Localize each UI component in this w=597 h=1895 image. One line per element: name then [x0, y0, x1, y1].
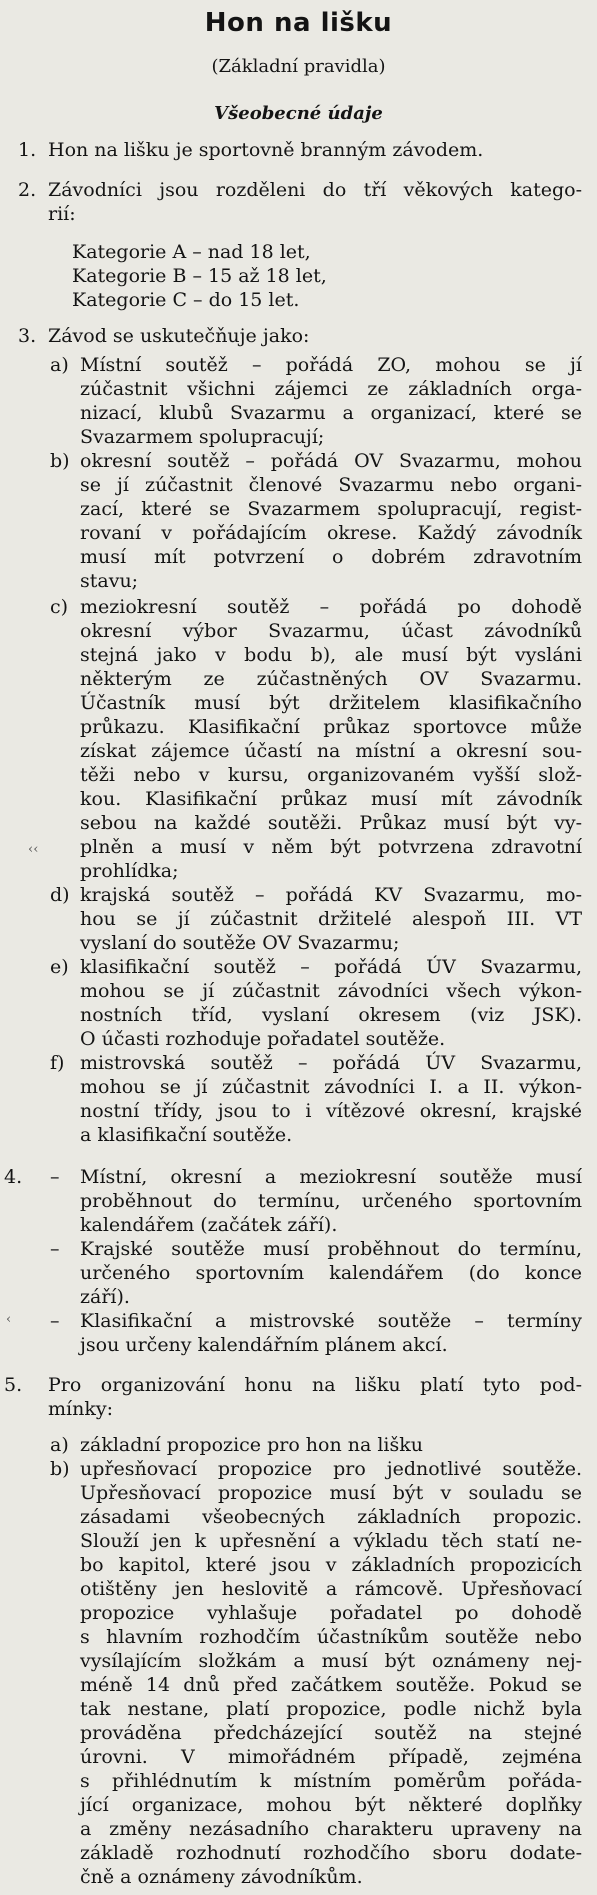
subitem-line: stejná jako v bodu b), ale musí být vysláni	[80, 644, 582, 666]
subitem-label: a)	[50, 354, 69, 376]
item-number: 4.	[4, 1166, 23, 1188]
subitem-line: mohou se jí zúčastnit závodníci I. a II. výkon-	[80, 1076, 582, 1098]
subitem-label: d)	[50, 884, 70, 906]
subitem-line: získat zájemce účastí na místní a okresní sou-	[80, 740, 582, 762]
dash-item-line: určeného sportovním kalendářem (do konce	[80, 1262, 582, 1284]
dash-item-line: září).	[80, 1286, 130, 1308]
item-text-line: rií:	[48, 203, 76, 225]
item-number: 3.	[18, 325, 37, 347]
subitem-line: rovaní v pořádajícím okrese. Každý závodník	[80, 522, 582, 544]
subitem-line: s přihlédnutím k místním poměrům pořáda-	[80, 1770, 582, 1792]
subitem-line: Svazarmem spolupracují;	[80, 426, 325, 448]
page-subtitle: (Základní pravidla)	[211, 56, 386, 77]
subitem-line: zací, které se Svazarmem spolupracují, regist-	[80, 498, 582, 520]
dash-marker: –	[50, 1238, 60, 1260]
subitem-label: f)	[50, 1052, 65, 1074]
subitem-line: jící organizace, mohou být některé doplňky	[80, 1794, 582, 1816]
subitem-line: těži nebo v kursu, organizovaném vyšší slož-	[80, 764, 582, 786]
subitem-line: vyslaní do soutěže OV Svazarmu;	[80, 932, 400, 954]
subitem-line: kou. Klasifikační průkaz musí mít závodník	[80, 788, 582, 810]
subitem-line: mistrovská soutěž – pořádá ÚV Svazarmu,	[80, 1052, 582, 1074]
dash-item-line: Krajské soutěže musí proběhnout do termínu,	[80, 1238, 582, 1260]
item-number: 1.	[18, 139, 37, 161]
subitem-line: upřesňovací propozice pro jednotlivé soutěže.	[80, 1458, 582, 1480]
subitem-line: prováděna předcházející soutěž na stejné	[80, 1722, 582, 1744]
item-number: 5.	[4, 1374, 23, 1396]
subitem-line: plněn a musí v něm být potvrzena zdravotní	[80, 836, 582, 858]
item-text-line: mínky:	[48, 1398, 113, 1420]
subitem-line: Účastník musí být držitelem klasifikačního	[80, 692, 582, 714]
subitem-line: mohou se jí zúčastnit závodníci všech výkon-	[80, 980, 582, 1002]
dash-item-line: jsou určeny kalendářním plánem akcí.	[80, 1334, 448, 1356]
subitem-line: bo kapitol, které jsou v základních propozicích	[80, 1554, 582, 1576]
category-line: Kategorie C – do 15 let.	[72, 289, 300, 311]
subitem-line: musí mít potvrzení o dobrém zdravotním	[80, 546, 582, 568]
subitem-line: klasifikační soutěž – pořádá ÚV Svazarmu,	[80, 956, 582, 978]
dash-marker: –	[50, 1310, 60, 1332]
item-text-line: Pro organizování honu na lišku platí tyto pod-	[48, 1374, 582, 1396]
subitem-line: úrovni. V mimořádném případě, zejména	[80, 1746, 582, 1768]
subitem-line: okresní výbor Svazarmu, účast závodníků	[80, 620, 582, 642]
subitem-line: Místní soutěž – pořádá ZO, mohou se jí	[80, 354, 582, 376]
subitem-line: méně 14 dnů před začátkem soutěže. Pokud se	[80, 1674, 582, 1696]
subitem-line: nizací, klubů Svazarmu a organizací, které se	[80, 402, 582, 424]
subitem-line: průkazu. Klasifikační průkaz sportovce může	[80, 716, 582, 738]
subitem-label: a)	[50, 1434, 69, 1456]
dash-marker: –	[50, 1166, 60, 1188]
subitem-label: b)	[50, 1458, 70, 1480]
subitem-line: základní propozice pro hon na lišku	[80, 1434, 424, 1456]
subitem-line: se jí zúčastnit členové Svazarmu nebo organi-	[80, 474, 582, 496]
scan-mark: ‹‹	[28, 842, 39, 857]
item-text-line: Závodníci jsou rozděleni do tří věkových katego-	[48, 179, 582, 201]
subitem-line: okresní soutěž – pořádá OV Svazarmu, mohou	[80, 450, 582, 472]
category-line: Kategorie A – nad 18 let,	[72, 241, 311, 263]
subitem-line: sebou na každé soutěži. Průkaz musí být vy-	[80, 812, 582, 834]
subitem-line: zásadami všeobecných základních propozic.	[80, 1506, 582, 1528]
subitem-line: meziokresní soutěž – pořádá po dohodě	[80, 596, 582, 618]
subitem-line: a klasifikační soutěže.	[80, 1124, 293, 1146]
dash-item-line: proběhnout do termínu, určeného sportovním	[80, 1190, 582, 1212]
subitem-line: stavu;	[80, 570, 139, 592]
subitem-line: krajská soutěž – pořádá KV Svazarmu, mo-	[80, 884, 582, 906]
subitem-line: otištěny jen heslovitě a rámcově. Upřesňovací	[80, 1578, 582, 1600]
subitem-line: nostní třídy, jsou to i vítězové okresní, krajské	[80, 1100, 582, 1122]
subitem-line: a změny nezásadního charakteru upraveny na	[80, 1818, 582, 1840]
item-text: Hon na lišku je sportovně branným závodem.	[48, 139, 484, 161]
subitem-line: prohlídka;	[80, 860, 179, 882]
scan-mark: ‹	[6, 1312, 12, 1327]
category-line: Kategorie B – 15 až 18 let,	[72, 265, 327, 287]
dash-item-line: kalendářem (začátek září).	[80, 1214, 338, 1236]
subitem-line: s hlavním rozhodčím účastníkům soutěže nebo	[80, 1626, 582, 1648]
subitem-line: Upřesňovací propozice musí být v souladu se	[80, 1482, 582, 1504]
dash-item-line: Místní, okresní a meziokresní soutěže musí	[80, 1166, 582, 1188]
subitem-line: O účasti rozhoduje pořadatel soutěže.	[80, 1028, 446, 1050]
section-heading: Všeobecné údaje	[214, 103, 383, 124]
subitem-line: zúčastnit všichni zájemci ze základních orga-	[80, 378, 582, 400]
subitem-line: nostních tříd, vyslaní okresem (viz JSK).	[80, 1004, 582, 1026]
subitem-line: hou se jí zúčastnit držitelé alespoň III. VT	[80, 908, 582, 930]
page-title: Hon na lišku	[204, 8, 393, 38]
subitem-line: vysílajícím složkám a musí být oznámeny nej-	[80, 1650, 582, 1672]
subitem-line: čně a oznámeny závodníkům.	[80, 1866, 363, 1888]
item-number: 2.	[18, 179, 37, 201]
item-text: Závod se uskutečňuje jako:	[48, 325, 310, 347]
dash-item-line: Klasifikační a mistrovské soutěže – termíny	[80, 1310, 582, 1332]
subitem-line: tak nestane, platí propozice, podle nichž byla	[80, 1698, 582, 1720]
subitem-line: některým ze zúčastněných OV Svazarmu.	[80, 668, 582, 690]
subitem-line: Slouží jen k upřesnění a výkladu těch statí ne-	[80, 1530, 582, 1552]
subitem-label: c)	[50, 596, 69, 618]
subitem-line: propozice vyhlašuje pořadatel po dohodě	[80, 1602, 582, 1624]
subitem-line: základě rozhodnutí rozhodčího sboru dodate-	[80, 1842, 582, 1864]
subitem-label: b)	[50, 450, 70, 472]
subitem-label: e)	[50, 956, 69, 978]
